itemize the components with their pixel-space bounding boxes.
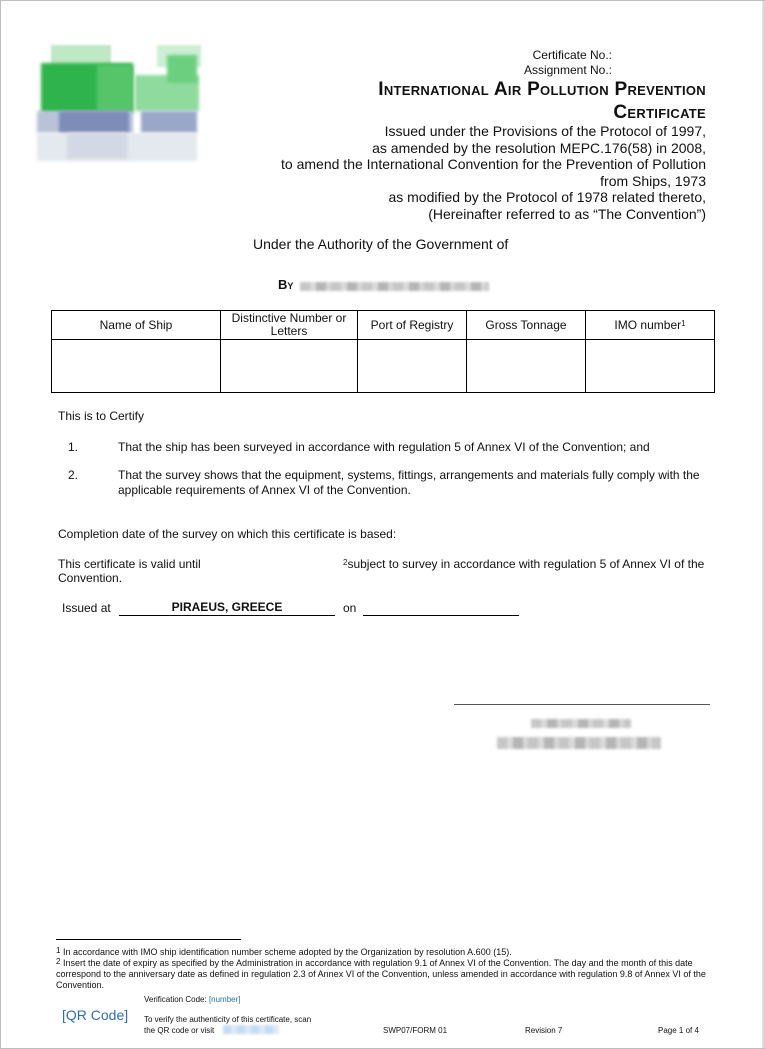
assignment-number-label: Assignment No.: xyxy=(523,63,612,77)
table-cell xyxy=(586,340,715,393)
column-header-distinctive-number: Distinctive Number or Letters xyxy=(221,311,358,340)
verification-label: Verification Code: xyxy=(144,995,207,1004)
footnote-mark: 1 xyxy=(681,318,686,328)
footnote-text: Insert the date of expiry as specified by the Administration in accordance with regulation 9.1 of Annex VI of the Convention. The day and the month of this date correspond to the anniversary date as defined in regulation 2.3 of Annex VI of the Convention, unless amended in accordance with regulation 9.8 of Annex VI of the Convention. xyxy=(56,958,706,990)
verify-instructions-line1: To verify the authenticity of this certificate, scan xyxy=(144,1015,312,1024)
signature-line xyxy=(454,704,710,705)
page-number: Page 1 of 4 xyxy=(658,1026,699,1035)
table-cell xyxy=(358,340,467,393)
list-item-number: 2. xyxy=(68,468,79,482)
issued-line: from Ships, 1973 xyxy=(600,172,706,189)
issued-at-label: Issued at xyxy=(62,601,111,615)
footnote-2 xyxy=(56,958,711,991)
verification-value: [number] xyxy=(208,995,241,1004)
issued-at-place: PIRAEUS, GREECE xyxy=(171,600,283,614)
redacted-signatory-name xyxy=(531,719,631,728)
table-cell xyxy=(467,340,586,393)
issued-on-label: on xyxy=(343,601,357,615)
issued-line: as amended by the resolution MEPC.176(58) in 2008, xyxy=(372,139,706,156)
completion-date-label: Completion date of the survey on which this certificate is based: xyxy=(58,527,397,541)
certificate-number-label: Certificate No.: xyxy=(532,48,612,62)
qr-code-placeholder: [QR Code] xyxy=(62,1007,129,1023)
certify-intro: This is to Certify xyxy=(58,409,145,423)
certify-item-text: That the survey shows that the equipment, systems, fittings, arrangements and materials fully comply with the applicable requirements of Annex VI of the Convention. xyxy=(118,468,700,497)
issued-line: (Hereinafter referred to as “The Convention”) xyxy=(428,205,706,222)
verification-code xyxy=(144,995,241,1005)
survey-condition: subject to survey in accordance with regulation 5 of Annex VI of the xyxy=(347,557,705,571)
issued-line: Issued under the Provisions of the Protocol of 1997, xyxy=(384,123,706,139)
column-header-gross-tonnage: Gross Tonnage xyxy=(467,311,586,340)
certify-item-text: That the ship has been surveyed in accordance with regulation 5 of Annex VI of the Convention; and xyxy=(118,440,650,454)
issued-on-date-field xyxy=(363,601,519,616)
footnote-separator xyxy=(56,939,241,940)
survey-condition-text xyxy=(343,557,718,572)
table-row xyxy=(52,340,715,393)
redacted-signatory-title xyxy=(497,737,661,749)
revision-number: Revision 7 xyxy=(525,1026,563,1035)
by-label: By xyxy=(278,277,294,292)
redacted-verification-url xyxy=(223,1025,279,1034)
footnote-mark: 1 xyxy=(56,946,61,955)
footnote-text: In accordance with IMO ship identification number scheme adopted by the Organization by resolution A.600 (15). xyxy=(60,947,512,957)
valid-until-label: This certificate is valid until xyxy=(58,557,201,571)
authority-line: Under the Authority of the Government of xyxy=(253,236,509,252)
footnote-1 xyxy=(56,947,711,958)
table-cell xyxy=(52,340,221,393)
footnote-mark: 2 xyxy=(343,558,348,567)
issued-under-block xyxy=(236,123,706,223)
imo-label: IMO number xyxy=(614,317,682,332)
column-header-port-of-registry: Port of Registry xyxy=(358,311,467,340)
convention-continued: Convention. xyxy=(58,571,123,585)
certificate-title-line2: Certificate xyxy=(613,102,706,123)
verify-instructions-line2: the QR code or visit xyxy=(144,1026,215,1035)
ship-particulars-table xyxy=(51,310,715,393)
issued-line: to amend the International Convention for the Prevention of Pollution xyxy=(281,156,706,173)
list-item-number: 1. xyxy=(68,440,79,454)
form-number: SWP07/FORM 01 xyxy=(383,1026,448,1035)
issued-line: as modified by the Protocol of 1978 related thereto, xyxy=(388,189,706,206)
certificate-title-line1: International Air Pollution Prevention xyxy=(378,79,706,100)
company-logo xyxy=(37,45,217,165)
column-header-name-of-ship: Name of Ship xyxy=(52,311,221,340)
footnote-mark: 2 xyxy=(56,957,61,966)
column-header-imo-number xyxy=(586,311,715,340)
table-cell xyxy=(221,340,358,393)
redacted-issuer xyxy=(300,282,489,291)
